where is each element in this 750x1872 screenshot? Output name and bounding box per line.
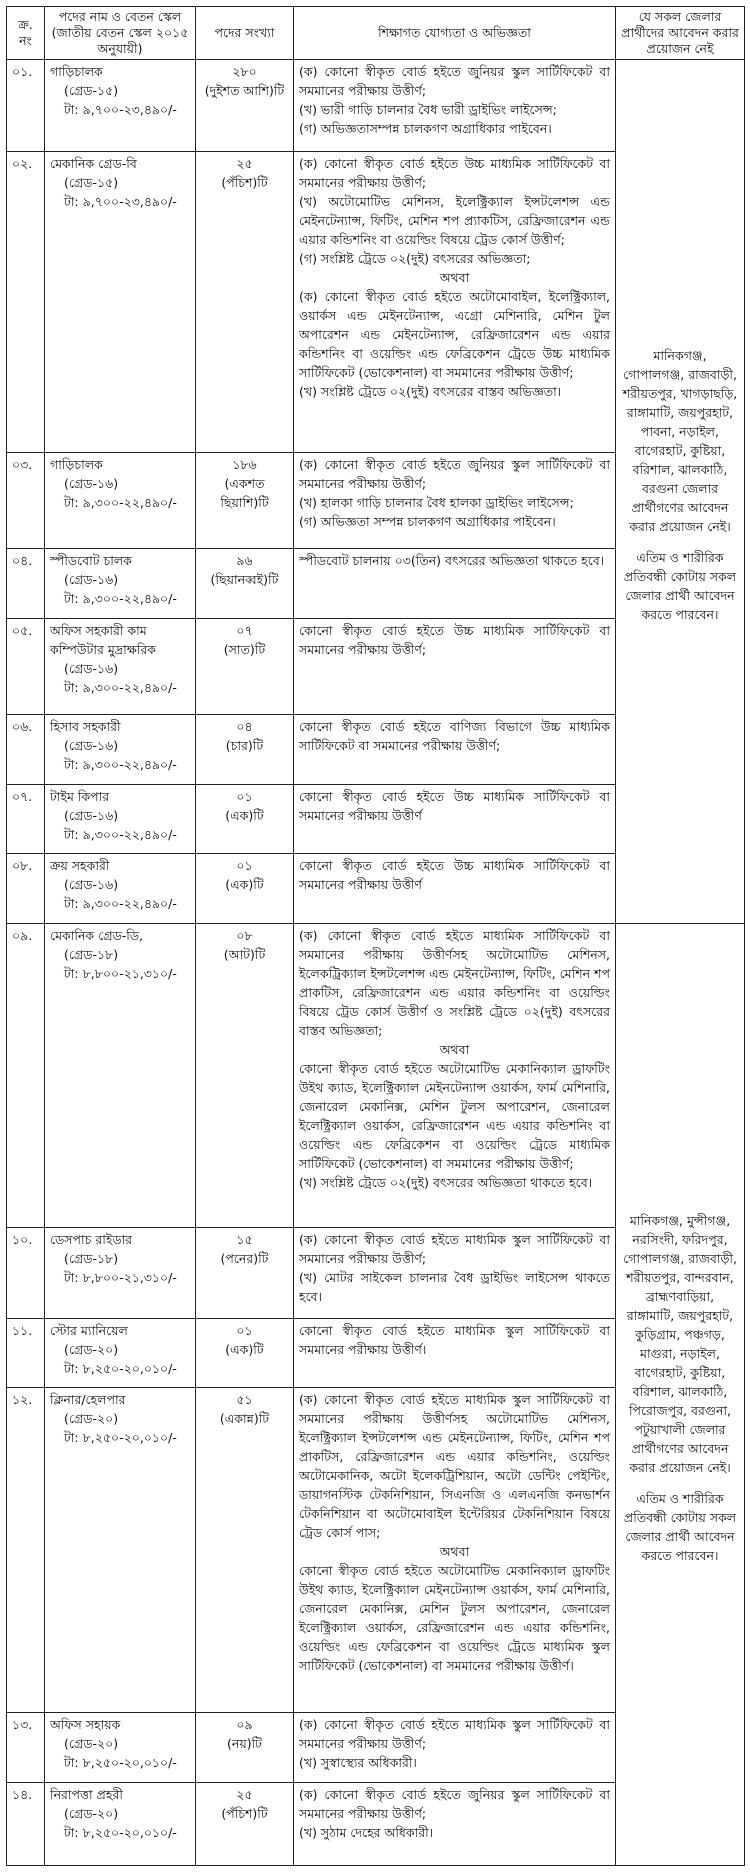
qualification-cell: [294, 1782, 616, 1865]
post-grade: (গ্রেড-১৫): [64, 83, 119, 98]
post-cell: [45, 715, 196, 785]
row-serial: ১১.: [7, 1318, 45, 1388]
post-grade: (গ্রেড-১৬): [64, 807, 119, 823]
post-name: স্টোর ম্যানিয়েল: [50, 1322, 128, 1338]
post-count-words: (নয়)টি: [227, 1736, 262, 1752]
pay-scale: টা: ৯,৭০০-২৩,৪৯০/-: [64, 193, 177, 209]
post-cell: [45, 549, 196, 619]
post-count-words: (দুইশত আশি)টি: [204, 83, 285, 98]
pay-scale: টা: ৯,৩০০-২২,৪৯০/-: [64, 494, 177, 510]
pay-scale: টা: ৮,২৫০-২০,০১০/-: [64, 1430, 177, 1446]
recruitment-table-page: [6, 6, 744, 1866]
pay-scale: টা: ৯,৩০০-২২,৪৯০/-: [64, 896, 177, 912]
qualification-cell: [294, 1713, 616, 1783]
post-cell: [45, 151, 196, 452]
post-grade: (গ্রেড-১৬): [64, 475, 119, 491]
post-name: হিসাব সহকারী: [50, 719, 121, 735]
post-name: ক্লিনার/হেলপার: [50, 1392, 126, 1408]
header-qualification: শিক্ষাগত যোগ্যতা ও অভিজ্ঞতা: [294, 7, 616, 60]
post-name: ক্রয় সহকারী: [50, 858, 110, 874]
post-grade: (গ্রেড-২০): [64, 1411, 119, 1427]
count-cell: [196, 1782, 294, 1865]
post-cell: [45, 60, 196, 152]
count-cell: [196, 854, 294, 924]
post-grade: (গ্রেড-১৬): [64, 660, 119, 676]
qualification-line: (খ) ভারী গাড়ি চালনার বৈধ ভারী ড্রাইভিং লাইসেন্স;: [299, 102, 557, 117]
pay-scale: টা: ৮,৮০০-২১,৩১০/-: [64, 1269, 177, 1285]
post-count-words: (একান্ন)টি: [219, 1411, 270, 1427]
count-cell: [196, 1388, 294, 1713]
pay-scale: টা: ৮,২৫০-২০,০১০/-: [64, 1360, 177, 1376]
count-cell: [196, 784, 294, 854]
post-cell: [45, 854, 196, 924]
qualification-line: (ক) কোনো স্বীকৃত বোর্ড হইতে মাধ্যমিক স্কুল সার্টিফিকেট বা সমমানের পরীক্ষায় উত্তীর্ণ;: [299, 1231, 610, 1266]
qualification-line: অথবা: [439, 269, 470, 285]
quota-note: এতিম ও শারীরিক প্রতিবন্ধী কোটায় সকল জেলার প্রার্থী আবেদন করতে পারবেন।: [623, 550, 737, 623]
count-cell: [196, 549, 294, 619]
qualification-line: (গ) অভিজ্ঞতা সম্পন্ন চালকগণ অগ্রাধিকার পাইবেন।: [299, 513, 556, 529]
qualification-line: (ক) কোনো স্বীকৃত বোর্ড হইতে মাধ্যমিক স্কুল সার্টিফিকেট বা সমমানের পরীক্ষায় উত্তীর্ণ;: [299, 1717, 610, 1752]
post-cell: [45, 1782, 196, 1865]
post-count-words: (পঁচিশ)টি: [221, 1805, 268, 1821]
qualification-line: কোনো স্বীকৃত বোর্ড হইতে উচ্চ মাধ্যমিক সার্টিফিকেট বা সমমানের পরীক্ষায় উত্তীর্ণ;: [299, 622, 610, 657]
post-grade: (গ্রেড-২০): [64, 1736, 119, 1752]
row-serial: ১৪.: [7, 1782, 45, 1865]
qualification-line: কোনো স্বীকৃত বোর্ড হইতে অটোমোটিভ মেকানিক্যাল ড্রাফটিং উইথ ক্যাড, ইলেক্ট্রিক্যাল মেইনটেন্যান্স ওয়ার্কস, ফার্ম মেশিনারি, জেনারেল মেকানিক্স, মেশিন টুলস অপারেশন, জেনারেল ইলেক্ট্রিক্যাল ওয়ার্কস, রেফ্রিজারেশন এন্ড এয়ার কন্ডিশনিং, ওয়েল্ডিং এন্ড ফেব্রিকেশন বা ওয়েল্ডিং ট্রেডে মাধ্যমিক স্কুল সার্টিফিকেট (ভোকেশনাল) বা সমমানের পরীক্ষায় উত্তীর্ণ।: [299, 1563, 610, 1674]
post-name: অফিস সহকারী কাম কম্পিউটার মুদ্রাক্ষরিক: [50, 622, 157, 657]
qualification-cell: [294, 923, 616, 1227]
qualification-cell: [294, 549, 616, 619]
post-cell: [45, 1388, 196, 1713]
post-count: ১৫: [236, 1231, 253, 1247]
pay-scale: টা: ৮,২৫০-২০,০১০/-: [64, 1755, 177, 1771]
post-count: ০৪: [236, 719, 253, 735]
qualification-line: (খ) সুঠাম দেহের অধিকারী।: [299, 1824, 434, 1840]
post-grade: (গ্রেড-২০): [64, 1341, 119, 1357]
post-count: ২৮০: [232, 64, 257, 79]
pay-scale: টা: ৮,২৫০-২০,০১০/-: [64, 1824, 177, 1840]
count-cell: [196, 923, 294, 1227]
count-cell: [196, 452, 294, 548]
qualification-cell: [294, 854, 616, 924]
post-count-words: (এক)টি: [225, 1341, 264, 1357]
post-name: অফিস সহায়ক: [50, 1717, 121, 1733]
post-count: ১৮৬: [232, 456, 257, 472]
header-serial: ক্র. নং: [7, 7, 45, 60]
row-serial: ০১.: [7, 60, 45, 152]
row-serial: ০৮.: [7, 854, 45, 924]
pay-scale: টা: ৯,৩০০-২২,৪৯০/-: [64, 826, 177, 842]
post-cell: [45, 923, 196, 1227]
qualification-cell: [294, 452, 616, 548]
qualification-line: কোনো স্বীকৃত বোর্ড হইতে অটোমোটিভ মেকানিক্যাল ড্রাফটিং উইথ ক্যাড, ইলেক্ট্রিক্যাল মেইনটেন্যান্স ওয়ার্কস, ফার্ম মেশিনারি, জেনারেল মেকানিক্স, মেশিন টুলস অপারেশন, জেনারেল ইলেক্ট্রিক্যাল ওয়ার্কস, রেফ্রিজারেশন এন্ড এয়ার কন্ডিশনিং বা ওয়েল্ডিং এন্ড ফেব্রিকেশন বা ওয়েল্ডিং ট্রেডে মাধ্যমিক সার্টিফিকেট (ভোকেশনাল) বা সমমানের পরীক্ষায় উত্তীর্ণ;: [299, 1060, 610, 1171]
qualification-line: (ক) কোনো স্বীকৃত বোর্ড হইতে উচ্চ মাধ্যমিক সার্টিফিকেট বা সমমানের পরীক্ষায় উত্তীর্ণ;: [299, 155, 610, 190]
header-post: পদের নাম ও বেতন স্কেল (জাতীয় বেতন স্কেল ২০১৫ অনুযায়ী): [45, 7, 196, 60]
count-cell: [196, 151, 294, 452]
post-name: ডেসপাচ রাইডার: [50, 1231, 133, 1247]
post-cell: [45, 1318, 196, 1388]
qualification-line: কোনো স্বীকৃত বোর্ড হইতে উচ্চ মাধ্যমিক সার্টিফিকেট বা সমমানের পরীক্ষায় উত্তীর্ণ: [299, 858, 610, 893]
post-cell: [45, 1713, 196, 1783]
qualification-cell: [294, 1388, 616, 1713]
post-name: গাড়িচালক: [50, 456, 103, 472]
qualification-line: (গ) সংশ্লিষ্ট ট্রেডে ০২(দুই) বৎসরের অভিজ্ঞতা;: [299, 250, 531, 266]
pay-scale: টা: ৯,৩০০-২২,৪৯০/-: [64, 757, 177, 773]
post-cell: [45, 1227, 196, 1318]
post-grade: (গ্রেড-১৬): [64, 572, 119, 588]
row-serial: ১০.: [7, 1227, 45, 1318]
post-count-words: (চার)টি: [225, 738, 264, 754]
excluded-districts-list: মানিকগঞ্জ, গোপালগঞ্জ, রাজবাড়ী, শরীয়তপুর, খাগড়াছড়ি, রাঙ্গামাটি, জয়পুরহাট, পাবনা, নড়াইল, বাগেরহাট, কুষ্টিয়া, বরিশাল, ঝালকাঠি, বরগুনা জেলার প্রার্থীগণের আবেদন করার প্রয়োজন নেই।: [622, 348, 738, 535]
post-count-words: (এক)টি: [225, 807, 264, 823]
qualification-line: (খ) হালকা গাড়ি চালনার বৈধ হালকা ড্রাইভিং লাইসেন্স;: [299, 494, 574, 510]
qualification-cell: [294, 715, 616, 785]
qualification-line: কোনো স্বীকৃত বোর্ড হইতে মাধ্যমিক স্কুল সার্টিফিকেট বা সমমানের পরীক্ষায় উত্তীর্ণ।: [299, 1322, 610, 1357]
count-cell: [196, 715, 294, 785]
qualification-cell: [294, 151, 616, 452]
post-grade: (গ্রেড-১৬): [64, 738, 119, 754]
post-count-words: (ছিয়ানব্বই)টি: [210, 572, 279, 588]
post-count: ২৫: [236, 155, 253, 171]
quota-note: এতিম ও শারীরিক প্রতিবন্ধী কোটায় সকল জেলার প্রার্থী আবেদন করতে পারবেন।: [623, 1491, 737, 1564]
post-count-words: (আট)টি: [223, 946, 266, 962]
qualification-line: (খ) মোটর সাইকেল চালনার বৈধ ড্রাইভিং লাইসেন্স থাকতে হবে।: [299, 1269, 610, 1304]
header-districts: যে সকল জেলার প্রার্থীদের আবেদন করার প্রয়োজন নেই: [616, 7, 745, 60]
table-header-row: [7, 7, 745, 60]
qualification-line: কোনো স্বীকৃত বোর্ড হইতে উচ্চ মাধ্যমিক সার্টিফিকেট বা সমমানের পরীক্ষায় উত্তীর্ণ: [299, 788, 610, 823]
pay-scale: টা: ৮,৮০০-২১,৩১০/-: [64, 965, 177, 981]
post-count: ০১: [236, 1322, 253, 1338]
post-count: ২৫: [236, 1786, 253, 1802]
post-count: ৯৬: [236, 553, 253, 569]
post-name: স্পীডবোট চালক: [50, 553, 132, 569]
qualification-line: স্পীডবোট চালনায় ০৩(তিন) বৎসরের অভিজ্ঞতা থাকতে হবে।: [299, 553, 605, 569]
excluded-districts-cell: [616, 923, 745, 1865]
qualification-cell: [294, 60, 616, 152]
excluded-districts-cell: [616, 60, 745, 924]
table-row: [7, 923, 745, 1227]
post-grade: (গ্রেড-১৬): [64, 877, 119, 893]
post-grade: (গ্রেড-২০): [64, 1805, 119, 1821]
qualification-line: (গ) অভিজ্ঞতাসম্পন্ন চালকগণ অগ্রাধিকার পাইবেন।: [299, 121, 552, 136]
qualification-line: (ক) কোনো স্বীকৃত বোর্ড হইতে মাধ্যমিক স্কুল সার্টিফিকেট বা সমমানের পরীক্ষায় উত্তীর্ণসহ অটোমোটিভ মেশিনস, ইলেক্ট্রিক্যাল ইন্সটলেশন্স এন্ড মেইনটেন্যান্স, ফিটিং, মেশিন শপ প্রাকটিস, রেফ্রিজারেশন এন্ড এয়ার কন্ডিশনিং, ওয়েল্ডিং অটোমেকানিক, অটো ইলেকট্রিশিয়ান, অটো ডেন্টিং পেইন্টিং, ডায়াগনস্টিক টেকনিশিয়ান, সিএনজি ও এলএনজি কনভার্শন টেকনিশিয়ান বা অটোমোবাইল ইন্টেরিয়র টেকনিশিয়ান বিষয়ে ট্রেড কোর্স পাস;: [299, 1392, 610, 1541]
table-row: [7, 60, 745, 152]
row-serial: ০৯.: [7, 923, 45, 1227]
post-count: ৫১: [236, 1392, 253, 1408]
post-count-words: (পনের)টি: [220, 1250, 269, 1266]
row-serial: ০২.: [7, 151, 45, 452]
post-count: ০৯: [236, 1717, 253, 1733]
post-cell: [45, 452, 196, 548]
post-count-words: (সাত)টি: [223, 641, 266, 657]
post-count: ০৮: [236, 927, 253, 943]
row-serial: ০৫.: [7, 618, 45, 714]
count-cell: [196, 618, 294, 714]
qualification-line: (খ) সুস্বাস্থ্যের অধিকারী।: [299, 1755, 417, 1771]
post-grade: (গ্রেড-১৮): [64, 1250, 119, 1266]
post-name: মেকানিক গ্রেড-বি: [50, 155, 137, 171]
qualification-line: (ক) কোনো স্বীকৃত বোর্ড হইতে জুনিয়র স্কুল সার্টিফিকেট বা সমমানের পরীক্ষায় উত্তীর্ণ;: [299, 64, 610, 98]
qualification-line: (খ) অটোমোটিভ মেশিনস, ইলেক্ট্রিক্যাল ইন্সটলেশন্স এন্ড মেইনটেন্যান্স, ফিটিং, মেশিন শপ প্র্যাকটিস, রেফ্রিজারেশন এন্ড এয়ার কন্ডিশনিং বা ওয়েল্ডিং বিষয়ে ট্রেড কোর্স উত্তীর্ণ;: [299, 193, 610, 247]
table-body: [7, 60, 745, 1866]
qualification-cell: [294, 1227, 616, 1318]
qualification-line: (খ) সংশ্লিষ্ট ট্রেডে ০২(দুই) বৎসরের বাস্তব অভিজ্ঞতা।: [299, 383, 562, 399]
pay-scale: টা: ৯,৭০০-২৩,৪৯০/-: [64, 102, 177, 117]
post-count: ০১: [236, 858, 253, 874]
qualification-line: অথবা: [439, 1544, 470, 1560]
pay-scale: টা: ৯,৩০০-২২,৪৯০/-: [64, 591, 177, 607]
post-name: মেকানিক গ্রেড-ডি,: [50, 927, 144, 943]
post-count-words: (একশত ছিয়াশি)টি: [220, 475, 269, 510]
qualification-cell: [294, 1318, 616, 1388]
excluded-districts-list: মানিকগঞ্জ, মুন্সীগঞ্জ, নরসিংদী, ফরিদপুর, গোপালগঞ্জ, রাজবাড়ী, শরীয়তপুর, বান্দরবান, ব্রাহ্মণবাড়িয়া, রাঙ্গামাটি, জয়পুরহাট, কুড়িগ্রাম, পঞ্চগড়, মাগুরা, নড়াইল, বাগেরহাট, কুষ্টিয়া, বরিশাল, ঝালকাঠি, পিরোজপুর, বরগুনা, পটুয়াখালী জেলার প্রার্থীগণের আবেদন করার প্রয়োজন নেই।: [623, 1213, 737, 1476]
recruitment-table: [6, 6, 745, 1866]
row-serial: ০৬.: [7, 715, 45, 785]
count-cell: [196, 1318, 294, 1388]
qualification-cell: [294, 618, 616, 714]
row-serial: ০৪.: [7, 549, 45, 619]
post-name: টাইম কিপার: [50, 788, 110, 804]
qualification-line: (ক) কোনো স্বীকৃত বোর্ড হইতে অটোমোবাইল, ইলেক্ট্রিক্যাল, ওয়ার্কস এন্ড মেইনটেন্যান্স, এগ্রো মেশিনারি, মেশিন টুল অপারেশন এন্ড মেইনটেন্যান্স, রেফ্রিজারেশন এন্ড এয়ার কন্ডিশনিং বা ওয়েল্ডিং এন্ড ফেব্রিকেশন ট্রেডে উচ্চ মাধ্যমিক সার্টিফিকেট (ভোকেশনাল) বা সমমানের পরীক্ষায় উত্তীর্ণ;: [299, 288, 610, 380]
qualification-line: (খ) সংশ্লিষ্ট ট্রেডে ০২(দুই) বৎসরের অভিজ্ঞতা থাকতে হবে।: [299, 1174, 593, 1190]
header-count: পদের সংখ্যা: [196, 7, 294, 60]
post-grade: (গ্রেড-১৮): [64, 946, 119, 962]
post-count: ০৭: [236, 622, 253, 638]
count-cell: [196, 60, 294, 152]
count-cell: [196, 1713, 294, 1783]
row-serial: ১৩.: [7, 1713, 45, 1783]
qualification-line: (ক) কোনো স্বীকৃত বোর্ড হইতে মাধ্যমিক সার্টিফিকেট বা সমমানের পরীক্ষায় উত্তীর্ণসহ অটোমোটিভ মেশিনস, ইলেকট্রিক্যাল ইন্সটলেশন্স এন্ড মেইনটেন্যান্স, ফিটিং, মেশিন শপ প্রাকটিস, রেফ্রিজারেশন এন্ড এয়ার কন্ডিশনিং বা ওয়েল্ডিং বিষয়ে ট্রেড কোর্স উত্তীর্ণ ও সংশ্লিষ্ট ট্রেডে ০২(দুই) বৎসরের বাস্তব অভিজ্ঞতা;: [299, 927, 610, 1038]
post-cell: [45, 784, 196, 854]
count-cell: [196, 1227, 294, 1318]
qualification-line: অথবা: [439, 1041, 470, 1057]
post-grade: (গ্রেড-১৫): [64, 174, 119, 190]
post-count-words: (এক)টি: [225, 877, 264, 893]
qualification-line: (ক) কোনো স্বীকৃত বোর্ড হইতে জুনিয়র স্কুল সার্টিফিকেট বা সমমানের পরীক্ষায় উত্তীর্ণ;: [299, 456, 610, 491]
qualification-line: কোনো স্বীকৃত বোর্ড হইতে বাণিজ্য বিভাগে উচ্চ মাধ্যমিক সার্টিফিকেট বা সমমানের পরীক্ষায় উত্তীর্ণ;: [299, 719, 610, 754]
post-name: নিরাপত্তা প্রহরী: [50, 1786, 123, 1802]
row-serial: ০৭.: [7, 784, 45, 854]
qualification-line: (ক) কোনো স্বীকৃত বোর্ড হইতে জুনিয়র স্কুল সার্টিফিকেট বা সমমানের পরীক্ষায় উত্তীর্ণ;: [299, 1786, 610, 1821]
qualification-cell: [294, 784, 616, 854]
post-cell: [45, 618, 196, 714]
post-count-words: (পঁচিশ)টি: [221, 174, 268, 190]
row-serial: ১২.: [7, 1388, 45, 1713]
pay-scale: টা: ৯,৩০০-২২,৪৯০/-: [64, 679, 177, 695]
post-count: ০১: [236, 788, 253, 804]
post-name: গাড়িচালক: [50, 64, 103, 79]
row-serial: ০৩.: [7, 452, 45, 548]
